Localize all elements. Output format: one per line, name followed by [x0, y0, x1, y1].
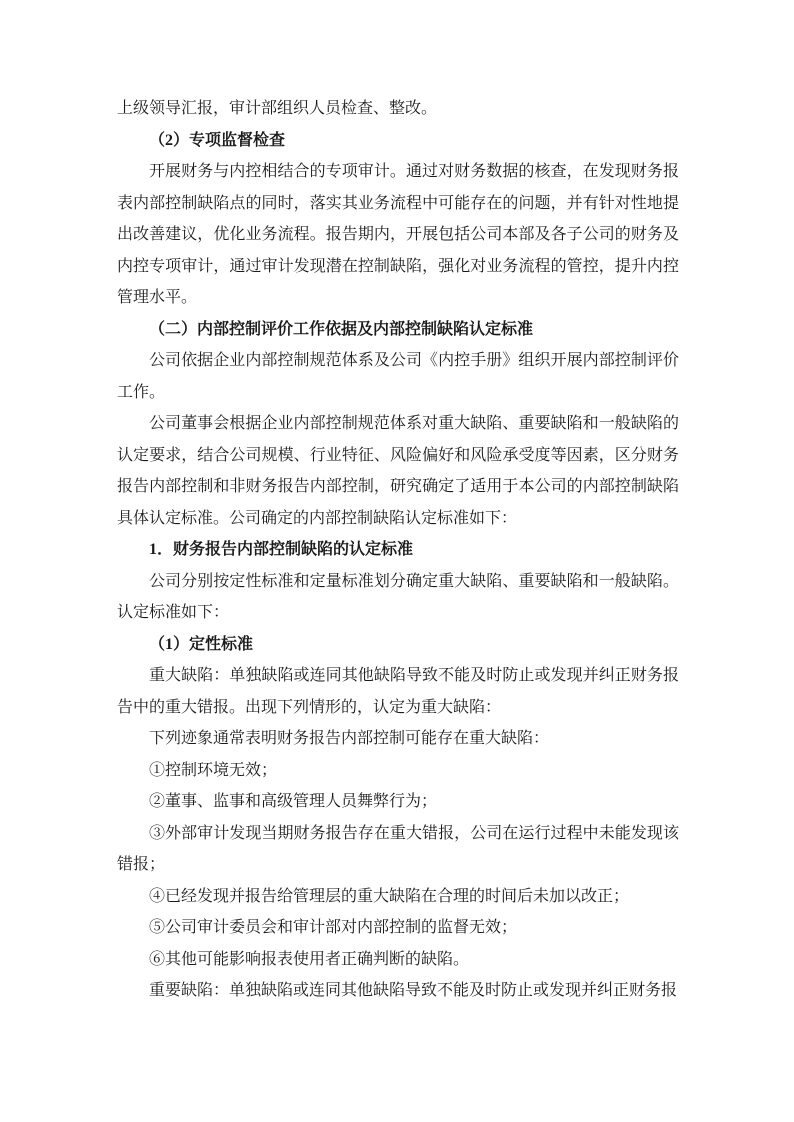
- body-paragraph: ①控制环境无效；: [149, 761, 278, 779]
- body-paragraph: 公司董事会根据企业内部控制规范体系对重大缺陷、重要缺陷和一般缺陷的认定要求，结合公司规模、行业特征、风险偏好和风险承受度等因素，区分财务报告内部控制和非财务报告内部控制，研究确定了适用于本公司的内部控制缺陷具体认定标准。公司确定的内部控制缺陷认定标准如下：: [117, 415, 679, 527]
- body-paragraph: ④已经发现并报告给管理层的重大缺陷在合理的时间后未加以改正；: [149, 887, 630, 905]
- body-paragraph: 重要缺陷：单独缺陷或连同其他缺陷导致不能及时防止或发现并纠正财务报: [149, 982, 678, 999]
- section-heading: （2）专项监督检查: [149, 131, 286, 149]
- section-heading: 1．财务报告内部控制缺陷的认定标准: [149, 541, 414, 558]
- section-heading: （二）内部控制评价工作依据及内部控制缺陷认定标准: [149, 320, 534, 338]
- body-paragraph: 公司依据企业内部控制规范体系及公司《内控手册》组织开展内部控制评价工作。: [117, 352, 679, 401]
- body-paragraph: 重大缺陷：单独缺陷或连同其他缺陷导致不能及时防止或发现并纠正财务报告中的重大错报。出现下列情形的，认定为重大缺陷：: [117, 667, 679, 716]
- document-content: [117, 93, 679, 1007]
- body-paragraph: ⑥其他可能影响报表使用者正确判断的缺陷。: [149, 950, 470, 968]
- section-heading: （1）定性标准: [149, 635, 254, 653]
- body-paragraph: ③外部审计发现当期财务报告存在重大错报，公司在运行过程中未能发现该错报；: [117, 824, 679, 873]
- body-paragraph: ⑤公司审计委员会和审计部对内部控制的监督无效；: [149, 919, 518, 936]
- body-paragraph: 下列迹象通常表明财务报告内部控制可能存在重大缺陷：: [149, 730, 550, 747]
- body-paragraph: 上级领导汇报，审计部组织人员检查、整改。: [117, 100, 438, 117]
- body-paragraph: 公司分别按定性标准和定量标准划分确定重大缺陷、重要缺陷和一般缺陷。认定标准如下：: [117, 572, 679, 621]
- body-paragraph: ②董事、监事和高级管理人员舞弊行为；: [149, 793, 438, 810]
- body-paragraph: 开展财务与内控相结合的专项审计。通过对财务数据的核查，在发现财务报表内部控制缺陷点的同时，落实其业务流程中可能存在的问题，并有针对性地提出改善建议，优化业务流程。报告期内，开展包括公司本部及各子公司的财务及内控专项审计，通过审计发现潜在控制缺陷，强化对业务流程的管控，提升内控管理水平。: [117, 163, 679, 306]
